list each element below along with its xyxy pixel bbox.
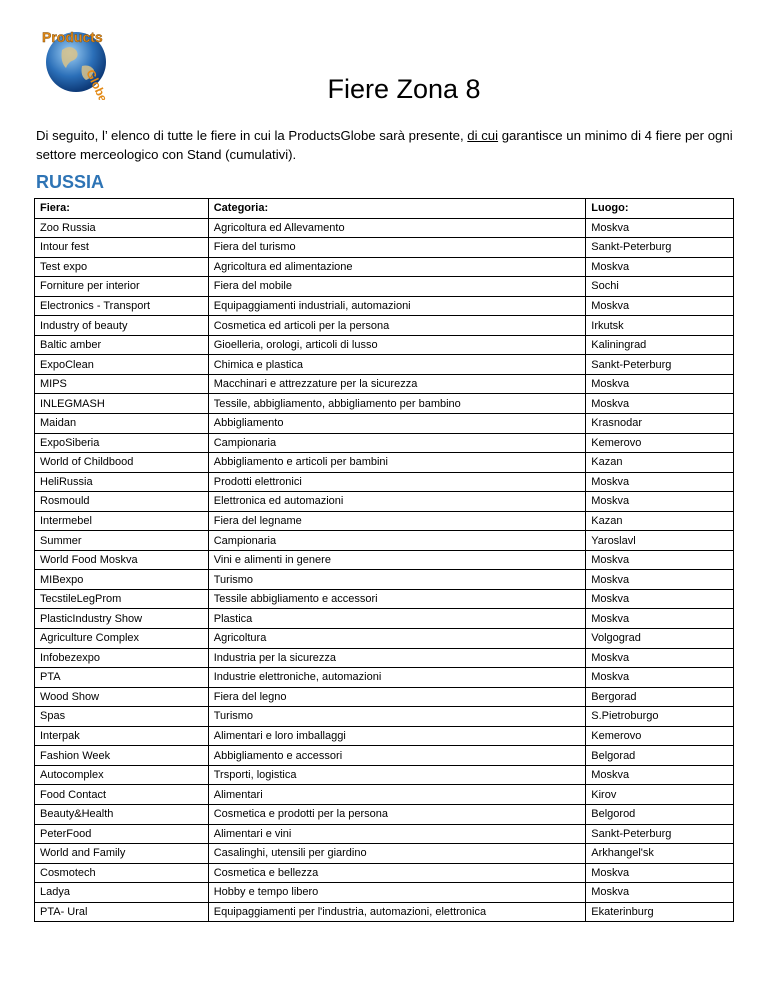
cell-categoria: Hobby e tempo libero [208,883,586,903]
table-row [35,648,734,668]
table-row [35,804,734,824]
cell-categoria: Fiera del legname [208,511,586,531]
cell-fiera: Electronics - Transport [35,296,209,316]
cell-categoria: Plastica [208,609,586,629]
cell-luogo: Moskva [586,648,734,668]
cell-categoria: Casalinghi, utensili per giardino [208,844,586,864]
cell-luogo: Moskva [586,668,734,688]
cell-categoria: Fiera del turismo [208,238,586,258]
cell-luogo: Kemerovo [586,433,734,453]
cell-categoria: Chimica e plastica [208,355,586,375]
cell-categoria: Equipaggiamenti per l'industria, automazioni, elettronica [208,902,586,922]
table-row [35,218,734,238]
table-row [35,844,734,864]
table-row [35,609,734,629]
cell-luogo: Yaroslavl [586,531,734,551]
cell-fiera: PlasticIndustry Show [35,609,209,629]
table-row [35,824,734,844]
cell-categoria: Elettronica ed automazioni [208,492,586,512]
cell-fiera: Food Contact [35,785,209,805]
cell-fiera: MIBexpo [35,570,209,590]
cell-categoria: Equipaggiamenti industriali, automazioni [208,296,586,316]
table-row [35,902,734,922]
cell-categoria: Fiera del legno [208,687,586,707]
fairs-table [34,198,734,922]
table-row [35,589,734,609]
cell-categoria: Campionaria [208,433,586,453]
cell-categoria: Tessile abbigliamento e accessori [208,589,586,609]
cell-fiera: PTA- Ural [35,902,209,922]
table-row [35,531,734,551]
table-row [35,335,734,355]
header-categoria: Categoria: [208,199,586,219]
cell-fiera: ExpoSiberia [35,433,209,453]
cell-luogo: Arkhangel'sk [586,844,734,864]
cell-luogo: Moskva [586,883,734,903]
cell-categoria: Cosmetica e bellezza [208,863,586,883]
cell-fiera: ExpoClean [35,355,209,375]
cell-categoria: Gioelleria, orologi, articoli di lusso [208,335,586,355]
cell-fiera: Interpak [35,726,209,746]
cell-fiera: Summer [35,531,209,551]
cell-categoria: Tessile, abbigliamento, abbigliamento per bambino [208,394,586,414]
cell-categoria: Agricoltura [208,629,586,649]
cell-fiera: Maidan [35,414,209,434]
cell-categoria: Macchinari e attrezzature per la sicurezza [208,374,586,394]
table-row [35,355,734,375]
cell-categoria: Trsporti, logistica [208,765,586,785]
cell-categoria: Fiera del mobile [208,277,586,297]
cell-fiera: MIPS [35,374,209,394]
cell-categoria: Abbigliamento [208,414,586,434]
cell-categoria: Cosmetica e prodotti per la persona [208,804,586,824]
cell-fiera: PeterFood [35,824,209,844]
cell-fiera: HeliRussia [35,472,209,492]
cell-fiera: Autocomplex [35,765,209,785]
cell-categoria: Agricoltura ed alimentazione [208,257,586,277]
cell-luogo: Moskva [586,492,734,512]
header-fiera: Fiera: [35,199,209,219]
cell-categoria: Campionaria [208,531,586,551]
cell-luogo: Moskva [586,296,734,316]
cell-categoria: Alimentari [208,785,586,805]
cell-luogo: Moskva [586,374,734,394]
cell-fiera: Ladya [35,883,209,903]
cell-categoria: Alimentari e vini [208,824,586,844]
section-heading: RUSSIA [36,172,105,192]
table-row [35,765,734,785]
cell-fiera: Cosmotech [35,863,209,883]
cell-fiera: World and Family [35,844,209,864]
table-row [35,238,734,258]
cell-fiera: Intour fest [35,238,209,258]
table-row [35,316,734,336]
cell-fiera: Zoo Russia [35,218,209,238]
cell-categoria: Prodotti elettronici [208,472,586,492]
table-row [35,629,734,649]
cell-luogo: Sankt-Peterburg [586,355,734,375]
cell-fiera: World Food Moskva [35,550,209,570]
cell-fiera: Rosmould [35,492,209,512]
cell-luogo: Sankt-Peterburg [586,824,734,844]
page-title: Fiere Zona 8 [327,74,481,104]
cell-fiera: TecstileLegProm [35,589,209,609]
table-row [35,472,734,492]
table-header-row [35,199,734,219]
cell-categoria: Alimentari e loro imballaggi [208,726,586,746]
cell-fiera: INLEGMASH [35,394,209,414]
cell-luogo: Moskva [586,257,734,277]
table-row [35,453,734,473]
cell-categoria: Vini e alimenti in genere [208,550,586,570]
cell-fiera: Forniture per interior [35,277,209,297]
cell-categoria: Industria per la sicurezza [208,648,586,668]
table-row [35,726,734,746]
table-row [35,257,734,277]
cell-luogo: Ekaterinburg [586,902,734,922]
cell-categoria: Turismo [208,707,586,727]
cell-categoria: Turismo [208,570,586,590]
cell-luogo: Sochi [586,277,734,297]
intro-paragraph: Di seguito, l’ elenco di tutte le fiere in cui la ProductsGlobe sarà presente, di cui garantisce un minimo di 4 fiere per ogni settore merceologico con Stand (cumulativi). [36,128,733,162]
cell-fiera: Beauty&Health [35,804,209,824]
svg-text:Products: Products [42,29,103,45]
table-row [35,296,734,316]
cell-categoria: Abbigliamento e articoli per bambini [208,453,586,473]
table-row [35,277,734,297]
table-row [35,374,734,394]
cell-luogo: Moskva [586,570,734,590]
table-row [35,883,734,903]
table-row [35,492,734,512]
cell-luogo: Kaliningrad [586,335,734,355]
cell-fiera: Test expo [35,257,209,277]
header-luogo: Luogo: [586,199,734,219]
cell-fiera: Agriculture Complex [35,629,209,649]
table-row [35,394,734,414]
cell-fiera: PTA [35,668,209,688]
cell-luogo: Moskva [586,550,734,570]
table-row [35,433,734,453]
cell-categoria: Industrie elettroniche, automazioni [208,668,586,688]
cell-luogo: Krasnodar [586,414,734,434]
cell-luogo: Kazan [586,511,734,531]
table-row [35,668,734,688]
table-row [35,863,734,883]
cell-luogo: S.Pietroburgo [586,707,734,727]
table-row [35,707,734,727]
cell-categoria: Cosmetica ed articoli per la persona [208,316,586,336]
table-row [35,785,734,805]
cell-luogo: Belgorad [586,746,734,766]
cell-luogo: Kirov [586,785,734,805]
svg-text:Globe: Globe [83,67,110,100]
table-row [35,550,734,570]
cell-fiera: Infobezexpo [35,648,209,668]
cell-fiera: Intermebel [35,511,209,531]
cell-fiera: Spas [35,707,209,727]
cell-luogo: Moskva [586,472,734,492]
table-row [35,746,734,766]
cell-luogo: Belgorod [586,804,734,824]
cell-luogo: Moskva [586,863,734,883]
cell-luogo: Kemerovo [586,726,734,746]
cell-luogo: Volgograd [586,629,734,649]
table-row [35,511,734,531]
cell-fiera: World of Childbood [35,453,209,473]
cell-luogo: Irkutsk [586,316,734,336]
cell-fiera: Fashion Week [35,746,209,766]
cell-luogo: Moskva [586,218,734,238]
cell-fiera: Baltic amber [35,335,209,355]
cell-luogo: Kazan [586,453,734,473]
cell-luogo: Moskva [586,589,734,609]
cell-fiera: Wood Show [35,687,209,707]
cell-luogo: Moskva [586,765,734,785]
cell-categoria: Abbigliamento e accessori [208,746,586,766]
cell-categoria: Agricoltura ed Allevamento [208,218,586,238]
cell-luogo: Sankt-Peterburg [586,238,734,258]
cell-fiera: Industry of beauty [35,316,209,336]
cell-luogo: Moskva [586,609,734,629]
table-row [35,687,734,707]
table-row [35,570,734,590]
cell-luogo: Moskva [586,394,734,414]
table-row [35,414,734,434]
cell-luogo: Bergorad [586,687,734,707]
